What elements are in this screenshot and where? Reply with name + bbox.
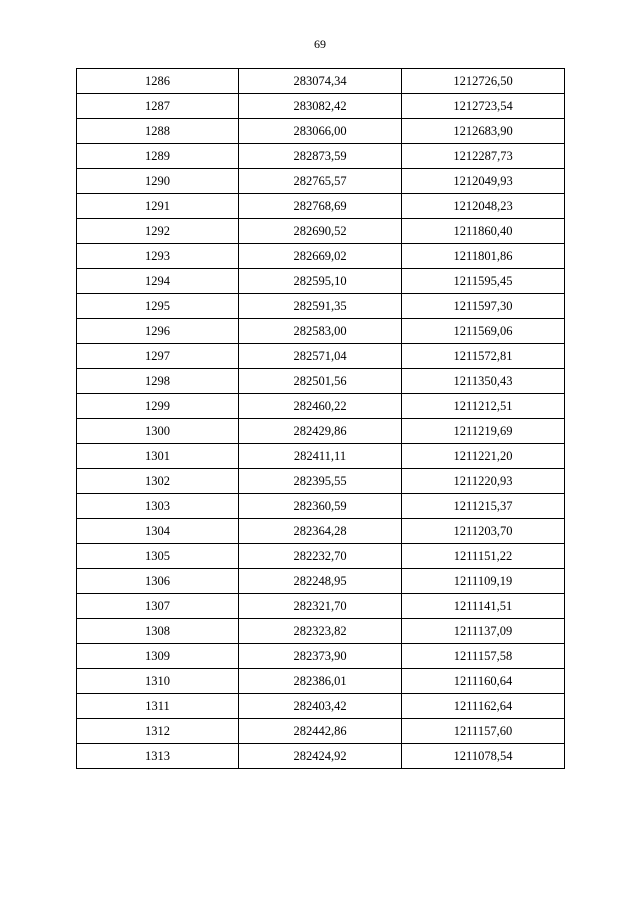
point-number-cell: 1299: [77, 394, 239, 419]
y-coordinate-cell: 1211160,64: [402, 669, 565, 694]
y-coordinate-cell: 1211572,81: [402, 344, 565, 369]
x-coordinate-cell: 282424,92: [239, 744, 402, 769]
table-row: [77, 219, 565, 244]
y-coordinate-cell: 1211078,54: [402, 744, 565, 769]
table-row: [77, 744, 565, 769]
y-coordinate-cell: 1212683,90: [402, 119, 565, 144]
x-coordinate-cell: 282386,01: [239, 669, 402, 694]
table-row: [77, 194, 565, 219]
y-coordinate-cell: 1211595,45: [402, 269, 565, 294]
y-coordinate-cell: 1211141,51: [402, 594, 565, 619]
table-row: [77, 419, 565, 444]
x-coordinate-cell: 282501,56: [239, 369, 402, 394]
x-coordinate-cell: 282411,11: [239, 444, 402, 469]
x-coordinate-cell: 282323,82: [239, 619, 402, 644]
point-number-cell: 1306: [77, 569, 239, 594]
point-number-cell: 1310: [77, 669, 239, 694]
x-coordinate-cell: 282429,86: [239, 419, 402, 444]
table-row: [77, 594, 565, 619]
point-number-cell: 1301: [77, 444, 239, 469]
table-row: [77, 169, 565, 194]
table-row: [77, 144, 565, 169]
point-number-cell: 1300: [77, 419, 239, 444]
x-coordinate-cell: 282442,86: [239, 719, 402, 744]
x-coordinate-cell: 282591,35: [239, 294, 402, 319]
table-row: [77, 269, 565, 294]
y-coordinate-cell: 1211157,60: [402, 719, 565, 744]
x-coordinate-cell: 282395,55: [239, 469, 402, 494]
table-row: [77, 119, 565, 144]
point-number-cell: 1312: [77, 719, 239, 744]
point-number-cell: 1309: [77, 644, 239, 669]
x-coordinate-cell: 282403,42: [239, 694, 402, 719]
table-row: [77, 94, 565, 119]
table-row: [77, 369, 565, 394]
x-coordinate-cell: 282571,04: [239, 344, 402, 369]
point-number-cell: 1291: [77, 194, 239, 219]
coordinates-table: [76, 68, 565, 769]
y-coordinate-cell: 1211801,86: [402, 244, 565, 269]
y-coordinate-cell: 1211151,22: [402, 544, 565, 569]
y-coordinate-cell: 1211212,51: [402, 394, 565, 419]
table-row: [77, 494, 565, 519]
x-coordinate-cell: 282373,90: [239, 644, 402, 669]
x-coordinate-cell: 282321,70: [239, 594, 402, 619]
point-number-cell: 1303: [77, 494, 239, 519]
y-coordinate-cell: 1211597,30: [402, 294, 565, 319]
table-row: [77, 319, 565, 344]
point-number-cell: 1289: [77, 144, 239, 169]
table-row: [77, 244, 565, 269]
table-row: [77, 719, 565, 744]
point-number-cell: 1311: [77, 694, 239, 719]
x-coordinate-cell: 282768,69: [239, 194, 402, 219]
y-coordinate-cell: 1211162,64: [402, 694, 565, 719]
x-coordinate-cell: 283066,00: [239, 119, 402, 144]
table-body: [77, 69, 565, 769]
y-coordinate-cell: 1211215,37: [402, 494, 565, 519]
point-number-cell: 1302: [77, 469, 239, 494]
point-number-cell: 1308: [77, 619, 239, 644]
x-coordinate-cell: 282248,95: [239, 569, 402, 594]
y-coordinate-cell: 1212726,50: [402, 69, 565, 94]
point-number-cell: 1304: [77, 519, 239, 544]
y-coordinate-cell: 1212048,23: [402, 194, 565, 219]
y-coordinate-cell: 1212723,54: [402, 94, 565, 119]
table-row: [77, 519, 565, 544]
point-number-cell: 1295: [77, 294, 239, 319]
table-row: [77, 294, 565, 319]
table-row: [77, 444, 565, 469]
x-coordinate-cell: 282360,59: [239, 494, 402, 519]
x-coordinate-cell: 282595,10: [239, 269, 402, 294]
x-coordinate-cell: 282765,57: [239, 169, 402, 194]
y-coordinate-cell: 1211860,40: [402, 219, 565, 244]
table-row: [77, 469, 565, 494]
point-number-cell: 1294: [77, 269, 239, 294]
table-row: [77, 619, 565, 644]
table-row: [77, 669, 565, 694]
x-coordinate-cell: 283082,42: [239, 94, 402, 119]
table-row: [77, 644, 565, 669]
y-coordinate-cell: 1211350,43: [402, 369, 565, 394]
point-number-cell: 1297: [77, 344, 239, 369]
y-coordinate-cell: 1212049,93: [402, 169, 565, 194]
point-number-cell: 1290: [77, 169, 239, 194]
y-coordinate-cell: 1211569,06: [402, 319, 565, 344]
y-coordinate-cell: 1211109,19: [402, 569, 565, 594]
table-row: [77, 569, 565, 594]
point-number-cell: 1287: [77, 94, 239, 119]
table-row: [77, 544, 565, 569]
y-coordinate-cell: 1211137,09: [402, 619, 565, 644]
x-coordinate-cell: 282232,70: [239, 544, 402, 569]
point-number-cell: 1313: [77, 744, 239, 769]
table-row: [77, 394, 565, 419]
table-row: [77, 344, 565, 369]
table-row: [77, 69, 565, 94]
x-coordinate-cell: 282690,52: [239, 219, 402, 244]
point-number-cell: 1288: [77, 119, 239, 144]
point-number-cell: 1305: [77, 544, 239, 569]
y-coordinate-cell: 1211157,58: [402, 644, 565, 669]
point-number-cell: 1293: [77, 244, 239, 269]
point-number-cell: 1307: [77, 594, 239, 619]
x-coordinate-cell: 282364,28: [239, 519, 402, 544]
page-number: 69: [314, 37, 326, 51]
y-coordinate-cell: 1212287,73: [402, 144, 565, 169]
x-coordinate-cell: 283074,34: [239, 69, 402, 94]
y-coordinate-cell: 1211219,69: [402, 419, 565, 444]
x-coordinate-cell: 282583,00: [239, 319, 402, 344]
point-number-cell: 1296: [77, 319, 239, 344]
x-coordinate-cell: 282873,59: [239, 144, 402, 169]
point-number-cell: 1298: [77, 369, 239, 394]
x-coordinate-cell: 282460,22: [239, 394, 402, 419]
x-coordinate-cell: 282669,02: [239, 244, 402, 269]
y-coordinate-cell: 1211203,70: [402, 519, 565, 544]
point-number-cell: 1286: [77, 69, 239, 94]
point-number-cell: 1292: [77, 219, 239, 244]
table-row: [77, 694, 565, 719]
y-coordinate-cell: 1211220,93: [402, 469, 565, 494]
y-coordinate-cell: 1211221,20: [402, 444, 565, 469]
